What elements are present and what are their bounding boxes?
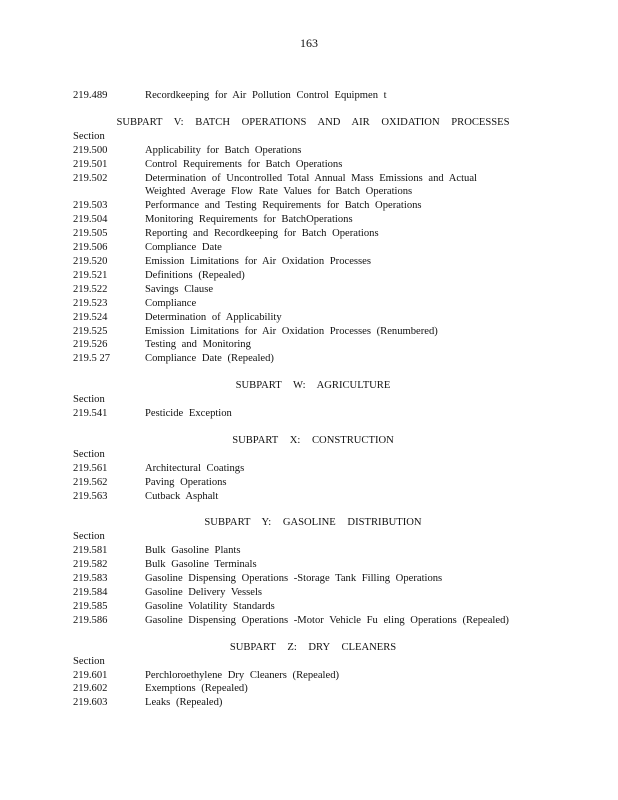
toc-entry <box>73 325 553 339</box>
section-number: 219.585 <box>73 600 108 612</box>
section-number: 219.582 <box>73 559 108 571</box>
subpart-block <box>73 379 553 421</box>
section-number: 219.503 <box>73 200 108 212</box>
toc-entry <box>73 241 553 255</box>
toc-entry <box>73 696 553 710</box>
section-title: Emission Limitations for Air Oxidation Processes <box>145 255 371 267</box>
section-title: Weighted Average Flow Rate Values for Batch Operations <box>145 186 413 198</box>
section-number: 219.561 <box>73 462 108 474</box>
section-title: Determination of Uncontrolled Total Annual Mass Emissions and Actual <box>145 172 477 184</box>
section-number: 219.581 <box>73 545 108 557</box>
section-number: 219.583 <box>73 573 108 585</box>
subpart-heading: SUBPART V: BATCH OPERATIONS AND AIR OXIDATION PROCESSES <box>116 116 510 128</box>
section-title: Compliance Date <box>145 242 222 254</box>
section-title: Recordkeeping for Air Pollution Control Equipmen t <box>145 90 387 101</box>
section-label: Section <box>73 130 105 142</box>
section-number: 219.586 <box>73 614 108 626</box>
section-title: Paving Operations <box>145 476 227 488</box>
section-number: 219.502 <box>73 172 108 184</box>
section-number: 219.501 <box>73 158 108 170</box>
section-number <box>73 185 145 199</box>
section-title: Applicability for Batch Operations <box>145 144 302 156</box>
subpart-heading: SUBPART W: AGRICULTURE <box>235 380 391 392</box>
toc-entry <box>73 476 553 490</box>
section-number: 219.5 27 <box>73 353 111 365</box>
subpart-heading: SUBPART Y: GASOLINE DISTRIBUTION <box>204 517 422 529</box>
toc-entry <box>73 614 553 628</box>
section-title: Bulk Gasoline Plants <box>145 545 241 557</box>
section-title: Gasoline Dispensing Operations -Storage Tank Filling Operations <box>145 573 443 585</box>
toc-entry <box>73 669 553 683</box>
section-number: 219.584 <box>73 587 108 598</box>
section-title: Savings Clause <box>145 283 214 295</box>
section-number: 219.525 <box>73 325 108 337</box>
section-number: 219.523 <box>73 297 108 309</box>
toc-entry <box>73 227 553 241</box>
toc-entry <box>73 144 553 158</box>
section-title: Pesticide Exception <box>145 408 232 420</box>
section-number: 219.602 <box>73 683 108 695</box>
section-label: Section <box>73 394 105 406</box>
section-label: Section <box>73 655 105 667</box>
toc-entry <box>73 572 553 586</box>
section-title: Perchloroethylene Dry Cleaners (Repealed) <box>145 669 340 681</box>
section-title: Exemptions (Repealed) <box>145 683 248 695</box>
section-title: Architectural Coatings <box>145 462 245 474</box>
section-label: Section <box>73 531 105 543</box>
section-title: Leaks (Repealed) <box>145 697 223 709</box>
subpart-block <box>73 641 553 711</box>
toc-entry <box>73 269 553 283</box>
section-number: 219.541 <box>73 408 108 420</box>
subpart-heading: SUBPART X: CONSTRUCTION <box>232 434 394 446</box>
section-number: 219.603 <box>73 697 108 709</box>
toc-entry <box>73 158 553 172</box>
section-title: Monitoring Requirements for BatchOperations <box>145 214 353 226</box>
subpart-block <box>73 434 553 504</box>
toc-entry <box>73 199 553 213</box>
section-title: Emission Limitations for Air Oxidation Processes (Renumbered) <box>145 325 438 337</box>
section-number: 219.500 <box>73 144 108 156</box>
section-title: Gasoline Dispensing Operations -Motor Vehicle Fu eling Operations (Repealed) <box>145 614 509 626</box>
toc-entry <box>73 297 553 311</box>
toc-entry <box>73 185 553 199</box>
section-title: Gasoline Delivery Vessels <box>145 587 263 598</box>
section-title: Compliance <box>145 297 197 309</box>
toc-entry <box>73 172 553 186</box>
section-number: 219.526 <box>73 339 108 351</box>
section-number: 219.562 <box>73 476 108 488</box>
toc-entry <box>73 338 553 352</box>
section-title: Definitions (Repealed) <box>145 269 245 281</box>
toc-entry <box>73 407 553 421</box>
toc-entry <box>73 311 553 325</box>
toc-entry <box>73 600 553 614</box>
section-number: 219.563 <box>73 490 108 502</box>
section-number: 219.521 <box>73 269 108 281</box>
section-number: 219.601 <box>73 669 108 681</box>
section-title: Reporting and Recordkeeping for Batch Operations <box>145 228 379 240</box>
section-number: 219.524 <box>73 311 108 323</box>
section-title: Testing and Monitoring <box>145 339 251 351</box>
section-number: 219.489 <box>73 90 108 101</box>
toc-entry <box>73 255 553 269</box>
section-title: Determination of Applicability <box>145 311 282 323</box>
toc-entry <box>73 558 553 572</box>
toc-entry <box>73 89 553 103</box>
toc-entry <box>73 682 553 696</box>
toc-entry <box>73 544 553 558</box>
section-title: Compliance Date (Repealed) <box>145 353 274 365</box>
section-number: 219.505 <box>73 228 108 240</box>
page-number: 163 <box>300 36 318 50</box>
subpart-heading: SUBPART Z: DRY CLEANERS <box>229 641 397 653</box>
section-title: Bulk Gasoline Terminals <box>145 559 257 571</box>
section-title: Performance and Testing Requirements for Batch Operations <box>145 200 422 212</box>
table-of-contents <box>73 89 553 710</box>
section-number: 219.504 <box>73 214 108 226</box>
section-title: Cutback Asphalt <box>145 490 219 502</box>
section-number: 219.522 <box>73 283 108 295</box>
section-title: Control Requirements for Batch Operations <box>145 158 343 170</box>
subpart-block <box>73 516 553 627</box>
subpart-block <box>73 116 553 366</box>
section-title: Gasoline Volatility Standards <box>145 600 275 612</box>
toc-entry <box>73 586 553 600</box>
subparts-list <box>73 116 553 710</box>
toc-entry <box>73 283 553 297</box>
toc-entry <box>73 490 553 504</box>
toc-entry <box>73 462 553 476</box>
section-number: 219.520 <box>73 255 108 267</box>
section-label: Section <box>73 448 105 460</box>
toc-entry <box>73 352 553 366</box>
section-number: 219.506 <box>73 242 108 254</box>
toc-entry <box>73 213 553 227</box>
